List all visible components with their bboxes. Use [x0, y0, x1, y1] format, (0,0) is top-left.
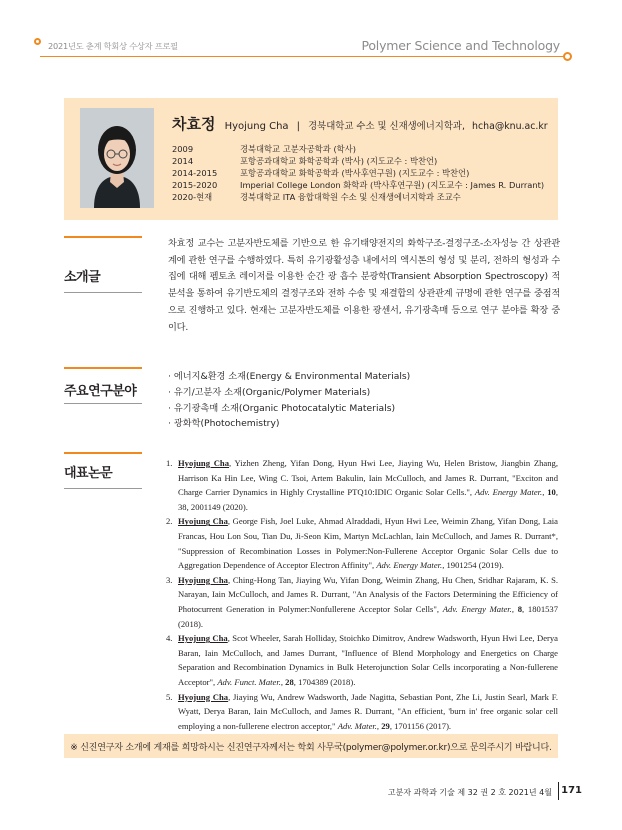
header-circle-icon — [34, 38, 41, 45]
publication-item — [166, 514, 558, 572]
pub-text — [178, 456, 558, 514]
email: hcha@knu.ac.kr — [472, 121, 548, 132]
profile-photo — [80, 108, 154, 208]
cv-row — [172, 191, 544, 203]
pub-comma: , — [511, 603, 518, 614]
notice-banner — [64, 734, 558, 758]
pub-number: 1. — [166, 458, 173, 468]
pub-volume: 8 — [517, 603, 523, 614]
pub-author: Hyojung Cha — [178, 516, 228, 527]
cv-year: 2009 — [172, 144, 194, 154]
pub-text — [178, 514, 558, 572]
publication-item — [166, 573, 558, 631]
pub-journal: Adv. Energy Mater. — [442, 603, 512, 614]
pub-tail: , 1704389 (2018). — [293, 676, 356, 687]
cv-year: 2015-2020 — [172, 180, 218, 191]
name-korean: 차효정 — [172, 115, 216, 133]
journal-section-title: Polymer Science and Technology — [361, 38, 560, 53]
intro-title: 소개글 — [64, 270, 101, 285]
section-rule — [64, 367, 142, 369]
affiliation: 경북대학교 수소 및 신재생에너지학과, — [308, 121, 465, 132]
pub-text — [178, 573, 558, 631]
header-rule — [40, 56, 566, 57]
research-item: · 에너지&환경 소재(Energy & Environmental Materials) — [168, 371, 411, 382]
pub-number: 3. — [166, 574, 173, 585]
cv-year: 2014-2015 — [172, 168, 218, 179]
pub-journal: Adv. Funct. Mater. — [217, 676, 281, 687]
section-rule — [64, 452, 142, 454]
pub-volume: 29 — [381, 720, 390, 731]
pub-journal: Adv. Energy Mater. — [376, 560, 443, 571]
pub-comma: , — [376, 720, 382, 731]
research-title: 주요연구분야 — [64, 384, 137, 399]
pub-body: , Jiaying Wu, Andrew Wadsworth, Jade Nagitta, Sebastian Pont, Zhe Li, Justin Searl, Mark F. Wyatt, Derya Baran, Iain McCulloch, and James R. Durrant, "An efficient, 'burn in' free organic solar cell employing a non-fullerene electron acceptor," — [178, 691, 558, 731]
cv-desc: 경북대학교 고분자공학과 (학사) — [240, 144, 356, 154]
pub-comma: , — [542, 487, 548, 498]
header-circle-icon — [563, 52, 572, 61]
pub-volume: 10 — [547, 487, 556, 498]
cv-desc: 포항공과대학교 화학공학과 (박사후연구원) (지도교수 : 박찬언) — [240, 168, 470, 179]
research-item: · 유기/고분자 소재(Organic/Polymer Materials) — [168, 386, 371, 398]
pub-author: Hyojung Cha — [178, 633, 228, 644]
pub-author: Hyojung Cha — [178, 458, 229, 468]
research-list — [168, 369, 410, 432]
pub-comma: , — [280, 676, 286, 687]
cv-row — [172, 167, 544, 179]
section-rule — [64, 488, 142, 489]
pub-tail: , 1801537 (2018). — [178, 603, 558, 629]
pub-journal: Adv. Energy Mater. — [474, 487, 543, 498]
pub-body: , Ching-Hong Tan, Jiaying Wu, Yifan Dong, Weimin Zhang, Hu Chen, Sridhar Rajaram, K. S. Narayan, Iain McCulloch, and James R. Durrant, "An Analysis of the Factors Determining the Efficiency of Photocurrent Generation in Polymer:Nonfullerene Acceptor Solar Cells", — [178, 574, 559, 614]
cv-year: 2014 — [172, 156, 194, 167]
portrait-image — [80, 108, 154, 208]
name-separator: | — [296, 121, 301, 132]
cv-year: 2020-현재 — [172, 192, 213, 203]
cv-row — [172, 143, 544, 155]
pub-tail: , 1901254 (2019). — [442, 560, 504, 571]
cv-row — [172, 155, 544, 167]
pub-number: 2. — [166, 516, 173, 527]
profile-name-line — [172, 113, 548, 134]
pub-text — [178, 631, 558, 689]
page-number: 171 — [561, 785, 582, 796]
publication-item — [166, 690, 558, 734]
pub-number: 4. — [166, 633, 173, 644]
publication-item — [166, 456, 558, 514]
footer-divider — [558, 782, 559, 800]
footer-journal: 고분자 과학과 기술 제 32 권 2 호 2021년 4월 — [387, 788, 552, 797]
publications-title: 대표논문 — [64, 466, 113, 481]
section-rule — [64, 292, 142, 293]
research-item: · 광화학(Photochemistry) — [168, 418, 280, 430]
pub-author: Hyojung Cha — [178, 691, 229, 702]
pub-volume: 28 — [285, 676, 294, 687]
pub-number: 5. — [166, 691, 173, 702]
section-rule — [64, 403, 142, 404]
cv-desc: Imperial College London 화학과 (박사후연구원) (지도교수 : James R. Durrant) — [240, 180, 545, 191]
intro-text: 차효정 교수는 고분자반도체를 기반으로 한 유기태양전지의 화학구조-결정구조-소자성능 간 상관관계에 관한 연구를 수행하였다. 특히 유기광활성층 내에서의 엑시톤의 형성 및 분리, 전하의 형성과 수집에 대해 펨토초 레이저를 이용한 순간 광 흡수 분광학(Transient Absorption Spectroscopy) 적 분석을 통하여 유기반도체의 결정구조와 전하 수송 및 재결합의 상관관계 규명에 관한 연구를 중점적으로 진행하고 있다. 현재는 고분자반도체를 이용한 광센서, 유기광촉매 등으로 연구 분야를 확장 중이다. — [168, 238, 560, 333]
pub-journal: Adv. Mater. — [337, 720, 377, 731]
pub-tail: , 38, 2001149 (2020). — [178, 487, 558, 512]
name-english: Hyojung Cha — [224, 121, 289, 132]
cv-desc: 포항공과대학교 화학공학과 (박사) (지도교수 : 박찬언) — [240, 156, 438, 167]
pub-text — [178, 690, 558, 734]
notice-text: ※ 신진연구자 소개에 게재를 희망하시는 신진연구자께서는 학회 사무국(polymer@polymer.or.kr)으로 문의주시기 바랍니다. — [70, 742, 552, 753]
research-item: · 유기광촉매 소재(Organic Photocatalytic Materials) — [168, 402, 396, 414]
cv-desc: 경북대학교 ITA 융합대학원 수소 및 신재생에너지학과 조교수 — [240, 192, 461, 203]
cv-row — [172, 179, 544, 191]
pub-body: , Scot Wheeler, Sarah Holliday, Stoichko Dimitrov, Andrew Wadsworth, Hyun Hwi Lee, Derya Baran, Iain McCulloch, and James Durrant, "Influence of Blend Morphology and Energetics on Charge Separation and Recombination Dynamics in Bulk Heterojunction Solar Cells incorporating a Non-fullerene Acceptor", — [178, 633, 558, 687]
pub-tail: , 1701156 (2017). — [389, 720, 452, 731]
cv-list — [172, 143, 544, 203]
pub-body: , George Fish, Joel Luke, Ahmad Alraddadi, Hyun Hwi Lee, Weimin Zhang, Yifan Dong, Laia Francas, Hou Lon Sou, Tian Du, Ji-Seon Kim, Martyn McLachlan, Iain McCulloch, and James R. Durrant*, "Suppression of Recombination Losses in Polymer:Non-Fullerene Acceptor Organic Solar Cells due to Aggregation Dependence of Acceptor Electron Affinity", — [178, 516, 558, 571]
pub-author: Hyojung Cha — [178, 574, 228, 585]
section-rule — [64, 236, 142, 238]
publication-item — [166, 631, 558, 689]
pub-body: , Yizhen Zheng, Yifan Dong, Hyun Hwi Lee, Jiaying Wu, Helen Bristow, Jiangbin Zhang, Harrison Ka Hin Lee, Wing C. Tsoi, Artem Bakulin, Iain McCulloch, and James R. Durrant, "Exciton and Charge Carrier Dynamics in Highly Crystalline PTQ10:IDIC Organic Solar Cells.", — [178, 458, 558, 498]
header-label: 2021년도 춘계 학회상 수상자 프로필 — [48, 41, 178, 51]
publication-list — [166, 456, 558, 733]
